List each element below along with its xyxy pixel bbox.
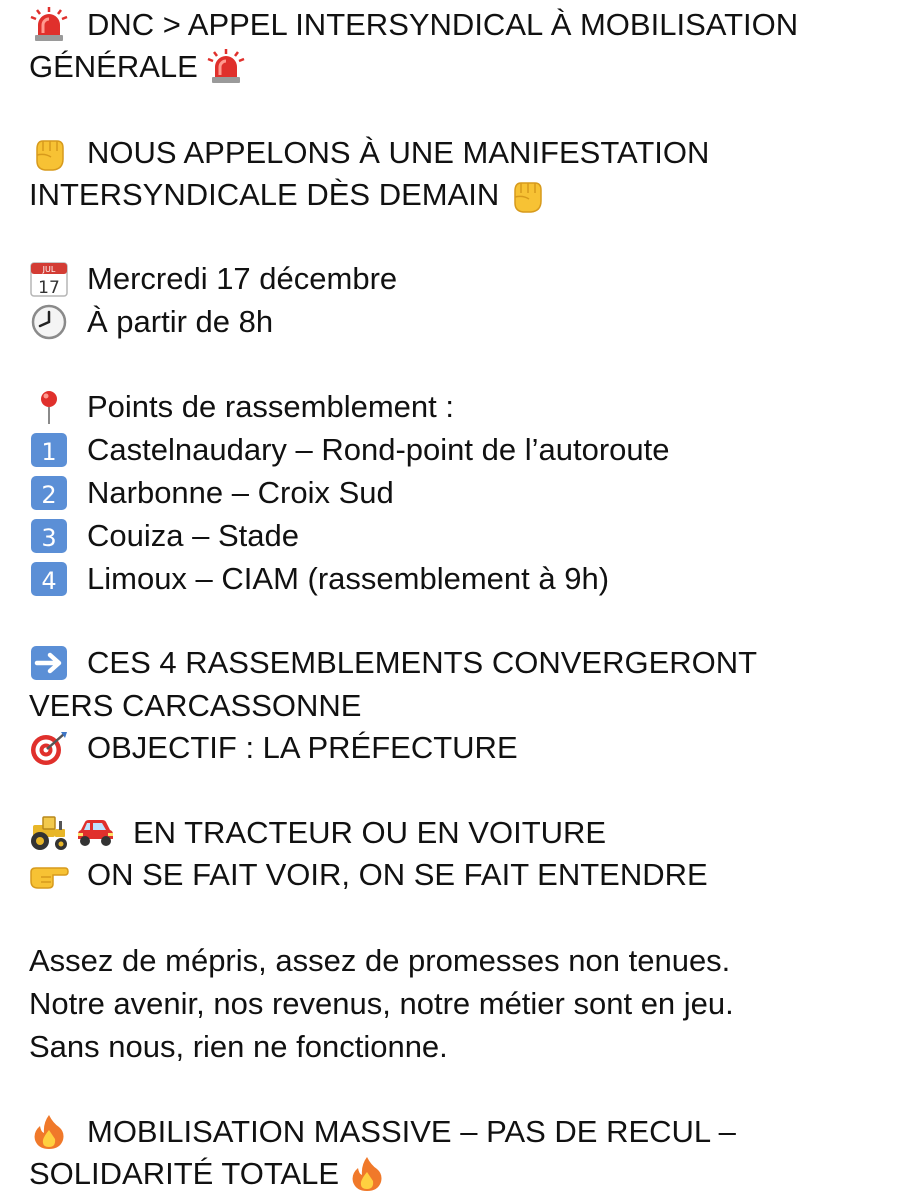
converge-text-1: CES 4 RASSEMBLEMENTS CONVERGERONT — [87, 645, 758, 680]
keycap-number-icon — [29, 518, 69, 554]
calendar-icon — [29, 261, 69, 297]
header-text-2: GÉNÉRALE — [29, 49, 198, 84]
call-text-2: INTERSYNDICALE DÈS DEMAIN — [29, 177, 500, 212]
visibility-line — [29, 854, 708, 896]
point-text: Castelnaudary – Rond-point de l’autoroute — [87, 432, 670, 467]
header-line-1 — [29, 4, 798, 46]
point-item-1 — [29, 429, 670, 471]
header-text-1: DNC > APPEL INTERSYNDICAL À MOBILISATION — [87, 7, 799, 42]
visibility-text: ON SE FAIT VOIR, ON SE FAIT ENTENDRE — [87, 857, 708, 892]
point-item-3 — [29, 515, 299, 557]
tractor-icon — [29, 815, 69, 851]
final-text-2: SOLIDARITÉ TOTALE — [29, 1156, 340, 1191]
fire-icon — [29, 1114, 69, 1150]
paragraph-line-3 — [29, 1026, 448, 1068]
paragraph-line-2 — [29, 983, 734, 1025]
vehicles-text: EN TRACTEUR OU EN VOITURE — [133, 815, 607, 850]
objective-line — [29, 727, 518, 769]
direct-hit-icon — [29, 730, 69, 766]
fire-icon — [347, 1156, 387, 1192]
calendar-month: JUL — [42, 265, 56, 274]
time-line — [29, 301, 273, 343]
keycap-number-icon — [29, 432, 69, 468]
keycap-number-icon — [29, 475, 69, 511]
calendar-day: 17 — [38, 278, 60, 297]
keycap-number: 3 — [41, 524, 57, 552]
rotating-light-icon — [29, 7, 69, 43]
keycap-number: 1 — [41, 438, 57, 466]
paragraph-line-1 — [29, 940, 730, 982]
round-pushpin-icon — [29, 389, 69, 425]
header-line-2 — [29, 46, 246, 88]
rotating-light-icon — [206, 49, 246, 85]
point-item-4 — [29, 558, 609, 600]
date-text: Mercredi 17 décembre — [87, 261, 398, 296]
point-text: Narbonne – Croix Sud — [87, 475, 394, 510]
raised-fist-icon — [507, 177, 547, 213]
paragraph-text-1: Assez de mépris, assez de promesses non tenues. — [29, 943, 731, 978]
final-line-2 — [29, 1153, 387, 1195]
vehicles-line — [29, 812, 606, 854]
paragraph-text-3: Sans nous, rien ne fonctionne. — [29, 1029, 448, 1064]
converge-line-1 — [29, 642, 757, 684]
points-title-line — [29, 386, 454, 428]
clock-icon — [29, 304, 69, 340]
right-arrow-icon — [29, 645, 69, 681]
keycap-number-icon — [29, 561, 69, 597]
call-line-1 — [29, 132, 709, 174]
final-text-1: MOBILISATION MASSIVE – PAS DE RECUL – — [87, 1114, 736, 1149]
pointing-right-icon — [29, 857, 69, 893]
call-text-1: NOUS APPELONS À UNE MANIFESTATION — [87, 135, 710, 170]
point-text: Couiza – Stade — [87, 518, 299, 553]
keycap-number: 2 — [41, 481, 57, 509]
raised-fist-icon — [29, 135, 69, 171]
car-icon — [75, 815, 115, 851]
objective-text: OBJECTIF : LA PRÉFECTURE — [87, 730, 518, 765]
final-line-1 — [29, 1111, 736, 1153]
call-line-2 — [29, 174, 547, 216]
point-text: Limoux – CIAM (rassemblement à 9h) — [87, 561, 610, 596]
paragraph-text-2: Notre avenir, nos revenus, notre métier sont en jeu. — [29, 986, 734, 1021]
points-title: Points de rassemblement : — [87, 389, 455, 424]
converge-line-2 — [29, 685, 361, 727]
point-item-2 — [29, 472, 394, 514]
date-line — [29, 258, 397, 300]
converge-text-2: VERS CARCASSONNE — [29, 688, 362, 723]
time-text: À partir de 8h — [87, 304, 274, 339]
keycap-number: 4 — [41, 567, 57, 595]
